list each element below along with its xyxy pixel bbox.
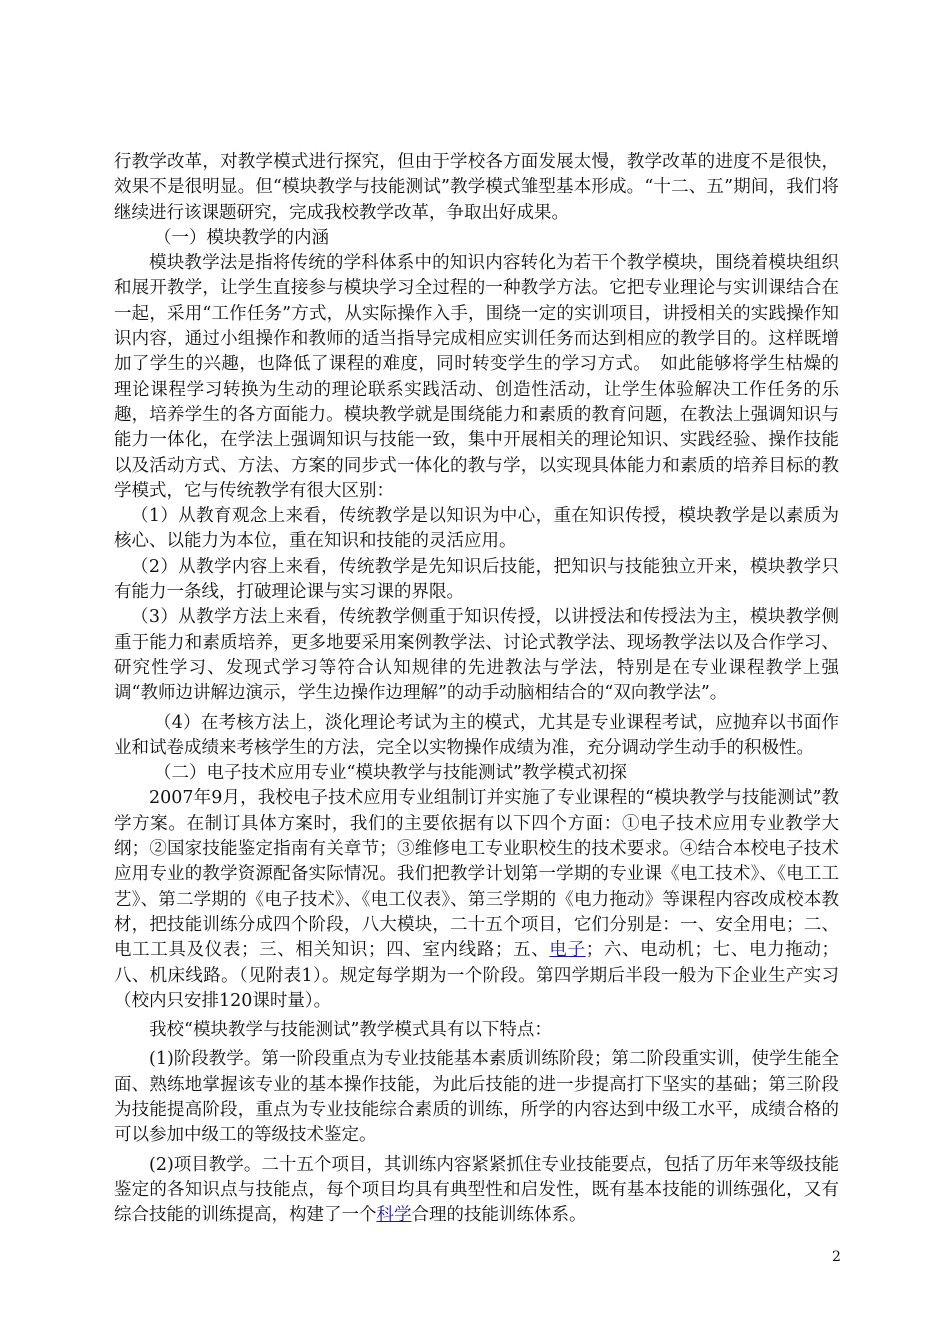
feature-project-teaching — [114, 1153, 839, 1229]
link-science[interactable]: 科学 — [376, 1205, 412, 1226]
paragraph-intro: 行教学改革，对教学模式进行探究，但由于学校各方面发展太慢，教学改革的进度不是很快，效果不是很明显。但“模块教学与技能测试”教学模式雏型基本形成。“十二、五”期间，我们将继续进行该课题研究，完成我校教学改革，争取出好成果。 — [114, 152, 839, 223]
feature-stage-teaching: (1)阶段教学。第一阶段重点为专业技能基本素质训练阶段；第二阶段重实训，使学生能全面、熟练地掌握该专业的基本操作技能，为此后技能的进一步提高打下坚实的基础；第三阶段为技能提高阶段，重点为专业技能综合素质的训练，所学的内容达到中级工水平，成绩合格的可以参加中级工的等级技术鉴定。 — [114, 1049, 839, 1146]
list-item-1: （1）从教育观念上来看，传统教学是以知识为中心，重在知识传授，模块教学是以素质为核心、以能力为本位，重在知识和技能的灵活应用。 — [114, 506, 839, 552]
list-item-3: （3）从教学方法上来看，传统教学侧重于知识传授，以讲授法和传授法为主，模块教学侧重于能力和素质培养，更多地要采用案例教学法、讨论式教学法、现场教学法以及合作学习、研究性学习、发现式学习等符合认知规律的先进教法与学法，特别是在专业课程教学上强调“教师边讲解边演示，学生边操作边理解”的动手动脑相结合的“双向教学法”。 — [114, 607, 839, 704]
feature-project-text-a: (2)项目教学。二十五个项目，其训练内容紧紧抓住专业技能要点，包括了历年来等级技能鉴定的各知识点与技能点，每个项目均具有典型性和启发性，既有基本技能的训练强化，又有综合技能的训练提高，构建了一个 — [114, 1154, 839, 1226]
paragraph-2007-plan-text-b: ；六、电动机；七、电力拖动；八、机床线路。（见附表1）。规定每学期为一个阶段。第四学期后半段一般为下企业生产实习（校内只安排120课时量）。 — [114, 940, 840, 1011]
paragraph-2007-plan-text-a: 2007年9月，我校电子技术应用专业组制订并实施了专业课程的“模块教学与技能测试”教学方案。在制订具体方案时，我们的主要依据有以下四个方面：①电子技术应用专业教学大纲；②国家技能鉴定指南有关章节；③维修电工专业职校生的技术要求。④结合本校电子技术应用专业的教学资源配备实际情况。我们把教学计划第一学期的专业课《电工技术》、《电工工艺》、第二学期的《电子技术》、《电工仪表》、第三学期的《电力拖动》等课程内容改成校本教材，把技能训练分成四个阶段，八大模块，二十五个项目，它们分别是：一、安全用电；二、电工工具及仪表；三、相关知识；四、室内线路；五、 — [114, 788, 839, 961]
paragraph-features-intro: 我校“模块教学与技能测试”教学模式具有以下特点： — [149, 1020, 552, 1041]
paragraph-2007-plan — [114, 786, 839, 1014]
section-heading-2: （二）电子技术应用专业“模块教学与技能测试”教学模式初探 — [154, 763, 627, 784]
list-item-2: （2）从教学内容上来看，传统教学是先知识后技能，把知识与技能独立开来，模块教学只有能力一条线，打破理论课与实习课的界限。 — [114, 556, 839, 603]
feature-project-text-b: 合理的技能训练体系。 — [411, 1205, 587, 1226]
link-electronics[interactable]: 电子 — [549, 940, 586, 961]
page-number: 2 — [832, 1249, 841, 1265]
document-body — [114, 150, 839, 1228]
paragraph-module-teaching: 模块教学法是指将传统的学科体系中的知识内容转化为若干个教学模块，围绕着模块组织和展开教学，让学生直接参与模块学习全过程的一种教学方法。它把专业理论与实训课结合在一起，采用“工作任务”方式，从实际操作入手，围绕一定的实训项目，讲授相关的实践操作知识内容，通过小组操作和教师的适当指导完成相应实训任务而达到相应的教学目的。这样既增加了学生的兴趣，也降低了课程的难度，同时转变学生的学习方式。 如此能够将学生枯燥的理论课程学习转换为生动的理论联系实践活动、创造性活动，让学生体验解决工作任务的乐趣，培养学生的各方面能力。模块教学就是围绕能力和素质的教育问题，在教法上强调知识与能力一体化，在学法上强调知识与技能一致，集中开展相关的理论知识、实践经验、操作技能以及活动方式、方法、方案的同步式一体化的教与学，以实现具体能力和素质的培养目标的教学模式，它与传统教学有很大区别： — [114, 253, 839, 501]
list-item-4: （4）在考核方法上，淡化理论考试为主的模式，尤其是专业课程考试，应抛弃以书面作业和试卷成绩来考核学生的方法，完全以实物操作成绩为准，充分调动学生动手的积极性。 — [114, 712, 839, 758]
section-heading-1: （一）模块教学的内涵 — [154, 227, 329, 248]
